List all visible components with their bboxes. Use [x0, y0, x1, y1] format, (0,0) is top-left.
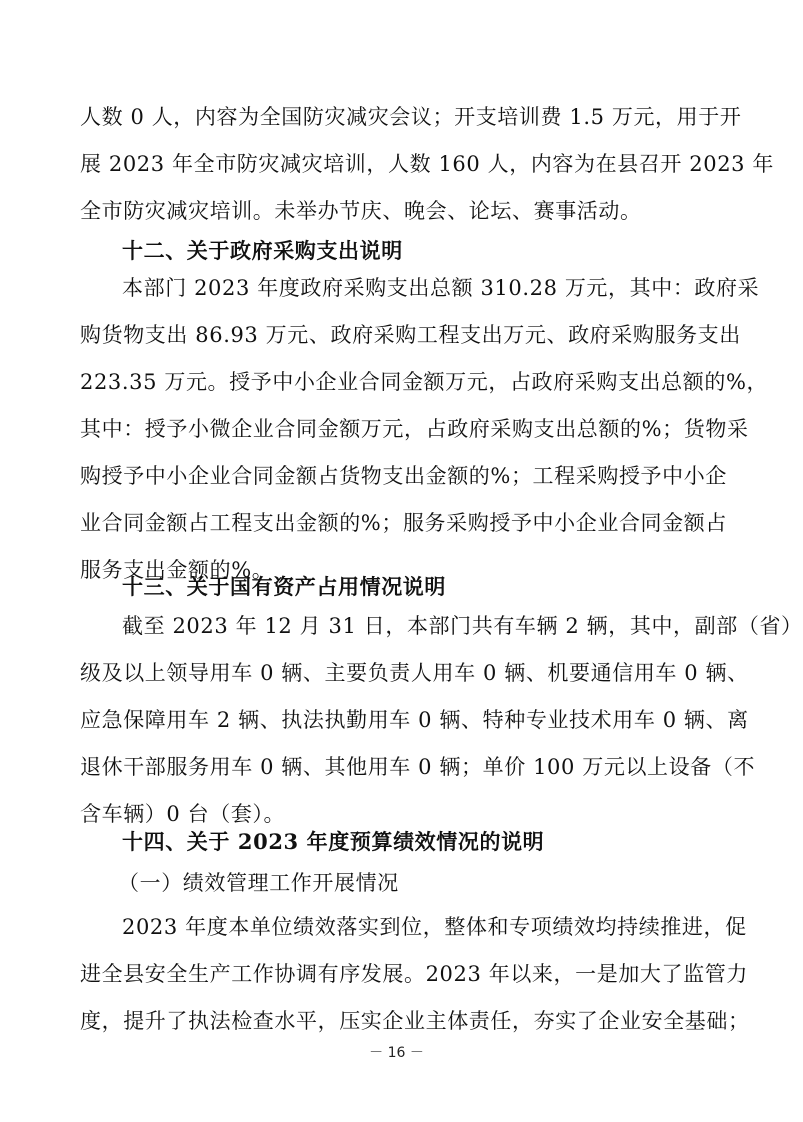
section-heading-12: 十二、关于政府采购支出说明 — [122, 238, 403, 263]
paragraph-line: 级及以上领导用车 0 辆、主要负责人用车 0 辆、机要通信用车 0 辆、 — [80, 661, 749, 685]
section-heading-13: 十三、关于国有资产占用情况说明 — [122, 574, 446, 599]
paragraph-line: 应急保障用车 2 辆、执法执勤用车 0 辆、特种专业技术用车 0 辆、离 — [80, 708, 749, 732]
paragraph-line: 截至 2023 年 12 月 31 日，本部门共有车辆 2 辆，其中，副部（省） — [122, 614, 803, 638]
paragraph-line: 本部门 2023 年度政府采购支出总额 310.28 万元，其中：政府采 — [122, 276, 760, 300]
section-12-paragraph — [80, 265, 769, 594]
paragraph-line: 购货物支出 86.93 万元、政府采购工程支出万元、政府采购服务支出 — [80, 323, 741, 347]
paragraph-line: 服务支出金额的%。 — [80, 558, 274, 582]
subsection-heading: （一）绩效管理工作开展情况 — [118, 871, 399, 895]
paragraph-line: 其中：授予小微企业合同金额万元，占政府采购支出总额的%；货物采 — [80, 417, 749, 441]
paragraph-line: 223.35 万元。授予中小企业合同金额万元，占政府采购支出总额的%， — [80, 370, 769, 394]
paragraph-line: 含车辆）0 台（套）。 — [80, 802, 286, 826]
paragraph-line: 全市防灾减灾培训。未举办节庆、晚会、论坛、赛事活动。 — [80, 199, 642, 223]
paragraph-line: 展 2023 年全市防灾减灾培训，人数 160 人，内容为在县召开 2023 年 — [80, 152, 775, 176]
paragraph-line: 业合同金额占工程支出金额的%；服务采购授予中小企业合同金额占 — [80, 511, 727, 535]
intro-paragraph — [80, 94, 775, 235]
paragraph-line: 购授予中小企业合同金额占货物支出金额的%；工程采购授予中小企 — [80, 464, 727, 488]
paragraph-line: 2023 年度本单位绩效落实到位，整体和专项绩效均持续推进，促 — [122, 915, 747, 939]
paragraph-line: 度，提升了执法检查水平，压实企业主体责任，夯实了企业安全基础； — [80, 1009, 750, 1033]
paragraph-line: 退休干部服务用车 0 辆、其他用车 0 辆；单价 100 万元以上设备（不 — [80, 755, 756, 779]
section-heading-14: 十四、关于 2023 年度预算绩效情况的说明 — [122, 829, 545, 854]
page-number: － 16 － — [369, 1045, 424, 1061]
section-14-paragraph — [80, 904, 750, 1045]
paragraph-line: 人数 0 人，内容为全国防灾减灾会议；开支培训费 1.5 万元，用于开 — [80, 105, 742, 129]
paragraph-line: 进全县安全生产工作协调有序发展。2023 年以来，一是加大了监管力 — [80, 962, 748, 986]
section-13-paragraph — [80, 603, 803, 838]
